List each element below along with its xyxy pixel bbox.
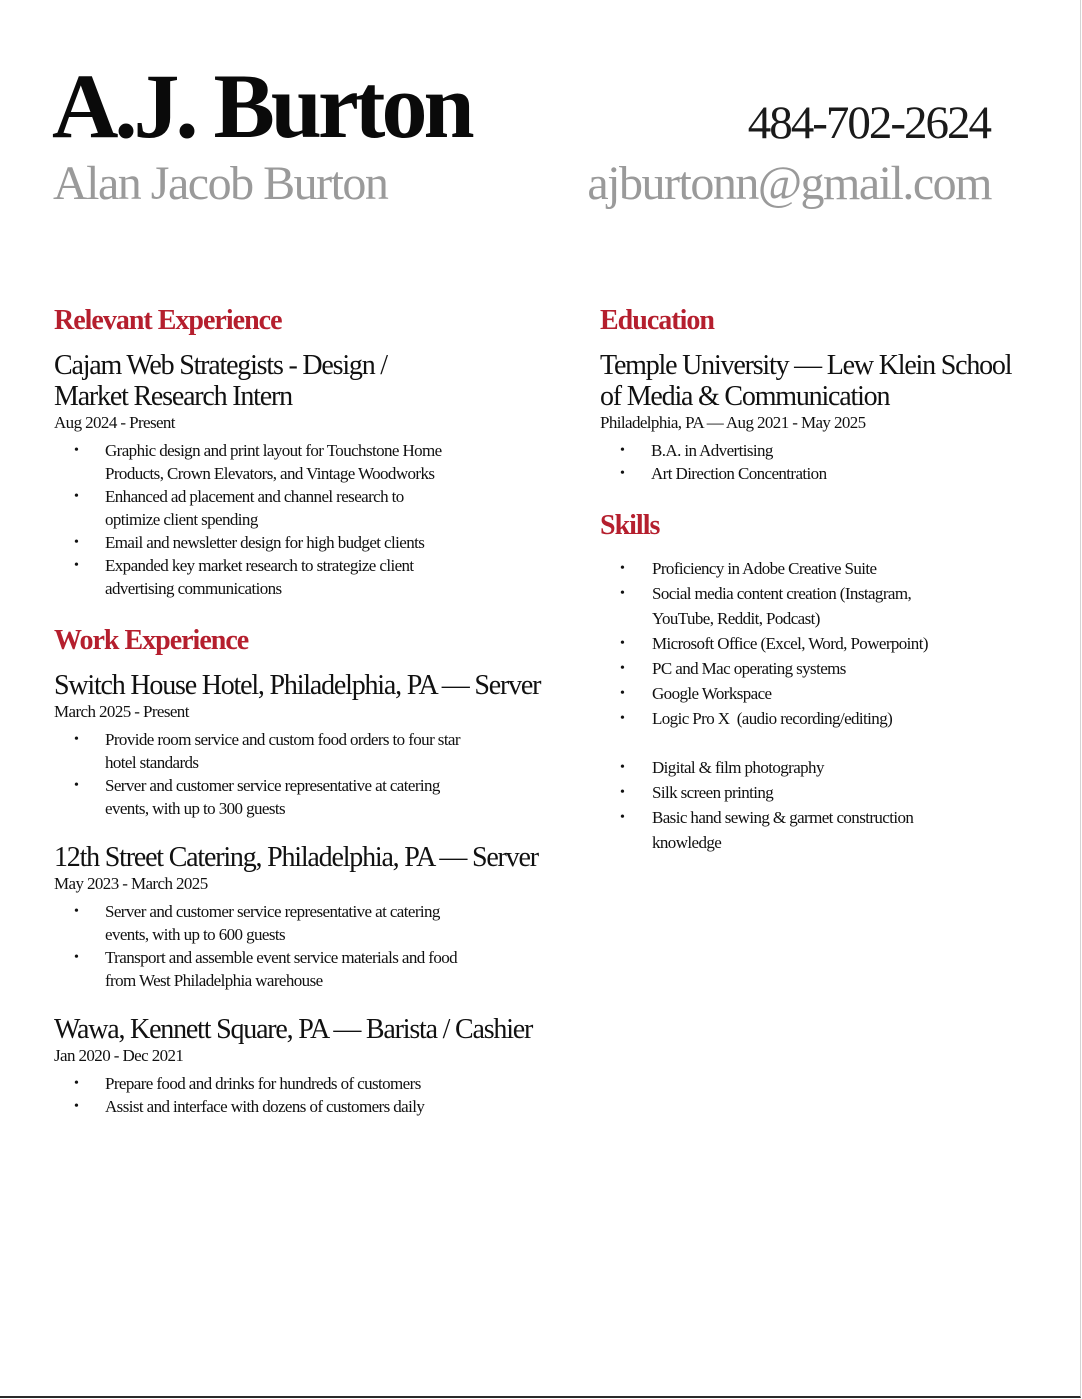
bullet-text: B.A. in Advertising	[651, 441, 773, 460]
entry-title: Switch House Hotel, Philadelphia, PA — Server	[54, 670, 541, 701]
bullet-icon: •	[74, 904, 79, 919]
bullet-list	[54, 728, 554, 820]
school-name	[600, 350, 1040, 412]
bullet-icon: •	[74, 778, 79, 793]
entry-dates: May 2023 - March 2025	[54, 874, 208, 893]
bullet-icon: •	[74, 950, 79, 965]
phone-number: 484-702-2624	[747, 97, 990, 149]
bullet-list	[54, 1072, 554, 1118]
bullet-list	[54, 900, 554, 992]
bullet-text: Prepare food and drinks for hundreds of customers	[105, 1074, 421, 1093]
entry-title	[54, 350, 554, 412]
bullet-text: Server and customer service representative at catering events, with up to 300 guests	[105, 776, 440, 818]
entry-dates: Jan 2020 - Dec 2021	[54, 1046, 184, 1065]
bullet-icon: •	[620, 635, 625, 651]
skill-item	[600, 582, 1040, 631]
bullet-text: Expanded key market research to strategize client advertising communications	[105, 556, 414, 598]
bullet-text: Art Direction Concentration	[651, 464, 827, 483]
bullet-icon: •	[74, 535, 79, 550]
bullet-icon: •	[620, 810, 625, 825]
skill-item	[600, 682, 1040, 707]
skill-text: Logic Pro X (audio recording/editing)	[652, 708, 893, 728]
right-column	[600, 306, 1040, 856]
bullet-item	[600, 462, 1040, 485]
full-name: Alan Jacob Burton	[53, 157, 388, 210]
skills-heading: Skills	[600, 510, 660, 541]
skill-text: PC and Mac operating systems	[652, 658, 846, 678]
skill-text: Silk screen printing	[652, 783, 774, 802]
skill-item	[600, 806, 1040, 855]
bullet-text: Graphic design and print layout for Touchstone Home Products, Crown Elevators, and Vintage Woodworks	[105, 441, 442, 483]
bullet-icon: •	[620, 785, 625, 800]
bullet-item	[54, 531, 554, 554]
skill-item	[600, 781, 1040, 806]
education-details: Philadelphia, PA — Aug 2021 - May 2025	[600, 413, 866, 432]
work-entry	[54, 842, 554, 992]
bullet-icon: •	[620, 685, 625, 701]
education-entry	[600, 350, 1040, 485]
entry-title-line: Cajam Web Strategists - Design /	[54, 350, 387, 381]
email-address: ajburtonn@gmail.com	[587, 157, 991, 210]
entry-title: 12th Street Catering, Philadelphia, PA — Server	[54, 842, 538, 873]
school-line: Temple University — Lew Klein School	[600, 350, 1012, 381]
bullet-icon: •	[620, 586, 625, 601]
bullet-icon: •	[620, 466, 625, 481]
bullet-item	[54, 1095, 554, 1118]
bullet-icon: •	[74, 1076, 79, 1091]
bullet-item	[54, 774, 554, 820]
work-experience-heading: Work Experience	[54, 625, 249, 656]
bullet-icon: •	[620, 561, 625, 576]
bullet-text: Provide room service and custom food orders to four star hotel standards	[105, 730, 460, 772]
bullet-icon: •	[620, 710, 625, 726]
bullet-item	[600, 439, 1040, 462]
skill-text: Basic hand sewing & garmet construction knowledge	[652, 808, 914, 852]
bullet-item	[54, 946, 554, 992]
bullet-text: Assist and interface with dozens of customers daily	[105, 1097, 425, 1116]
left-column	[54, 306, 554, 1118]
resume-name: A.J. Burton	[52, 55, 471, 157]
bullet-item	[54, 1072, 554, 1095]
bullet-text: Transport and assemble event service materials and food from West Philadelphia warehouse	[105, 948, 458, 990]
skill-text: Microsoft Office (Excel, Word, Powerpoint)	[652, 633, 928, 653]
bullet-icon: •	[620, 443, 625, 458]
bullet-list	[54, 439, 554, 600]
skill-item	[600, 557, 1040, 582]
bullet-item	[54, 554, 554, 600]
bullet-icon: •	[74, 732, 79, 747]
entry-title-line: Market Research Intern	[54, 381, 292, 412]
bullet-icon: •	[74, 558, 79, 573]
bullet-icon: •	[74, 443, 79, 458]
skill-item	[600, 756, 1040, 781]
bullet-item	[54, 439, 554, 485]
relevant-experience-heading: Relevant Experience	[54, 305, 282, 336]
school-line: of Media & Communication	[600, 381, 890, 412]
bullet-icon: •	[620, 660, 625, 676]
work-entry	[54, 670, 554, 820]
entry-dates: March 2025 - Present	[54, 702, 189, 721]
entry-title: Wawa, Kennett Square, PA — Barista / Cashier	[54, 1014, 533, 1045]
skill-text: Google Workspace	[652, 683, 772, 703]
relevant-experience-entry	[54, 350, 554, 600]
skills-list	[600, 557, 1040, 855]
work-entry	[54, 1014, 554, 1118]
education-heading: Education	[600, 305, 714, 336]
bullet-text: Enhanced ad placement and channel research to optimize client spending	[105, 487, 404, 529]
skill-item	[600, 632, 1040, 657]
bullet-text: Email and newsletter design for high budget clients	[105, 533, 425, 552]
entry-dates: Aug 2024 - Present	[54, 413, 175, 432]
bullet-icon: •	[620, 760, 625, 775]
skill-item	[600, 707, 1040, 732]
bullet-icon: •	[74, 1099, 79, 1114]
skill-text: Proficiency in Adobe Creative Suite	[652, 559, 877, 578]
bullet-item	[54, 900, 554, 946]
bullet-text: Server and customer service representative at catering events, with up to 600 guests	[105, 902, 440, 944]
bullet-item	[54, 728, 554, 774]
skill-text: Digital & film photography	[652, 758, 824, 777]
skill-item	[600, 657, 1040, 682]
bullet-list	[600, 439, 1040, 485]
bullet-icon: •	[74, 489, 79, 504]
skill-text: Social media content creation (Instagram, YouTube, Reddit, Podcast)	[652, 584, 912, 628]
bullet-item	[54, 485, 554, 531]
